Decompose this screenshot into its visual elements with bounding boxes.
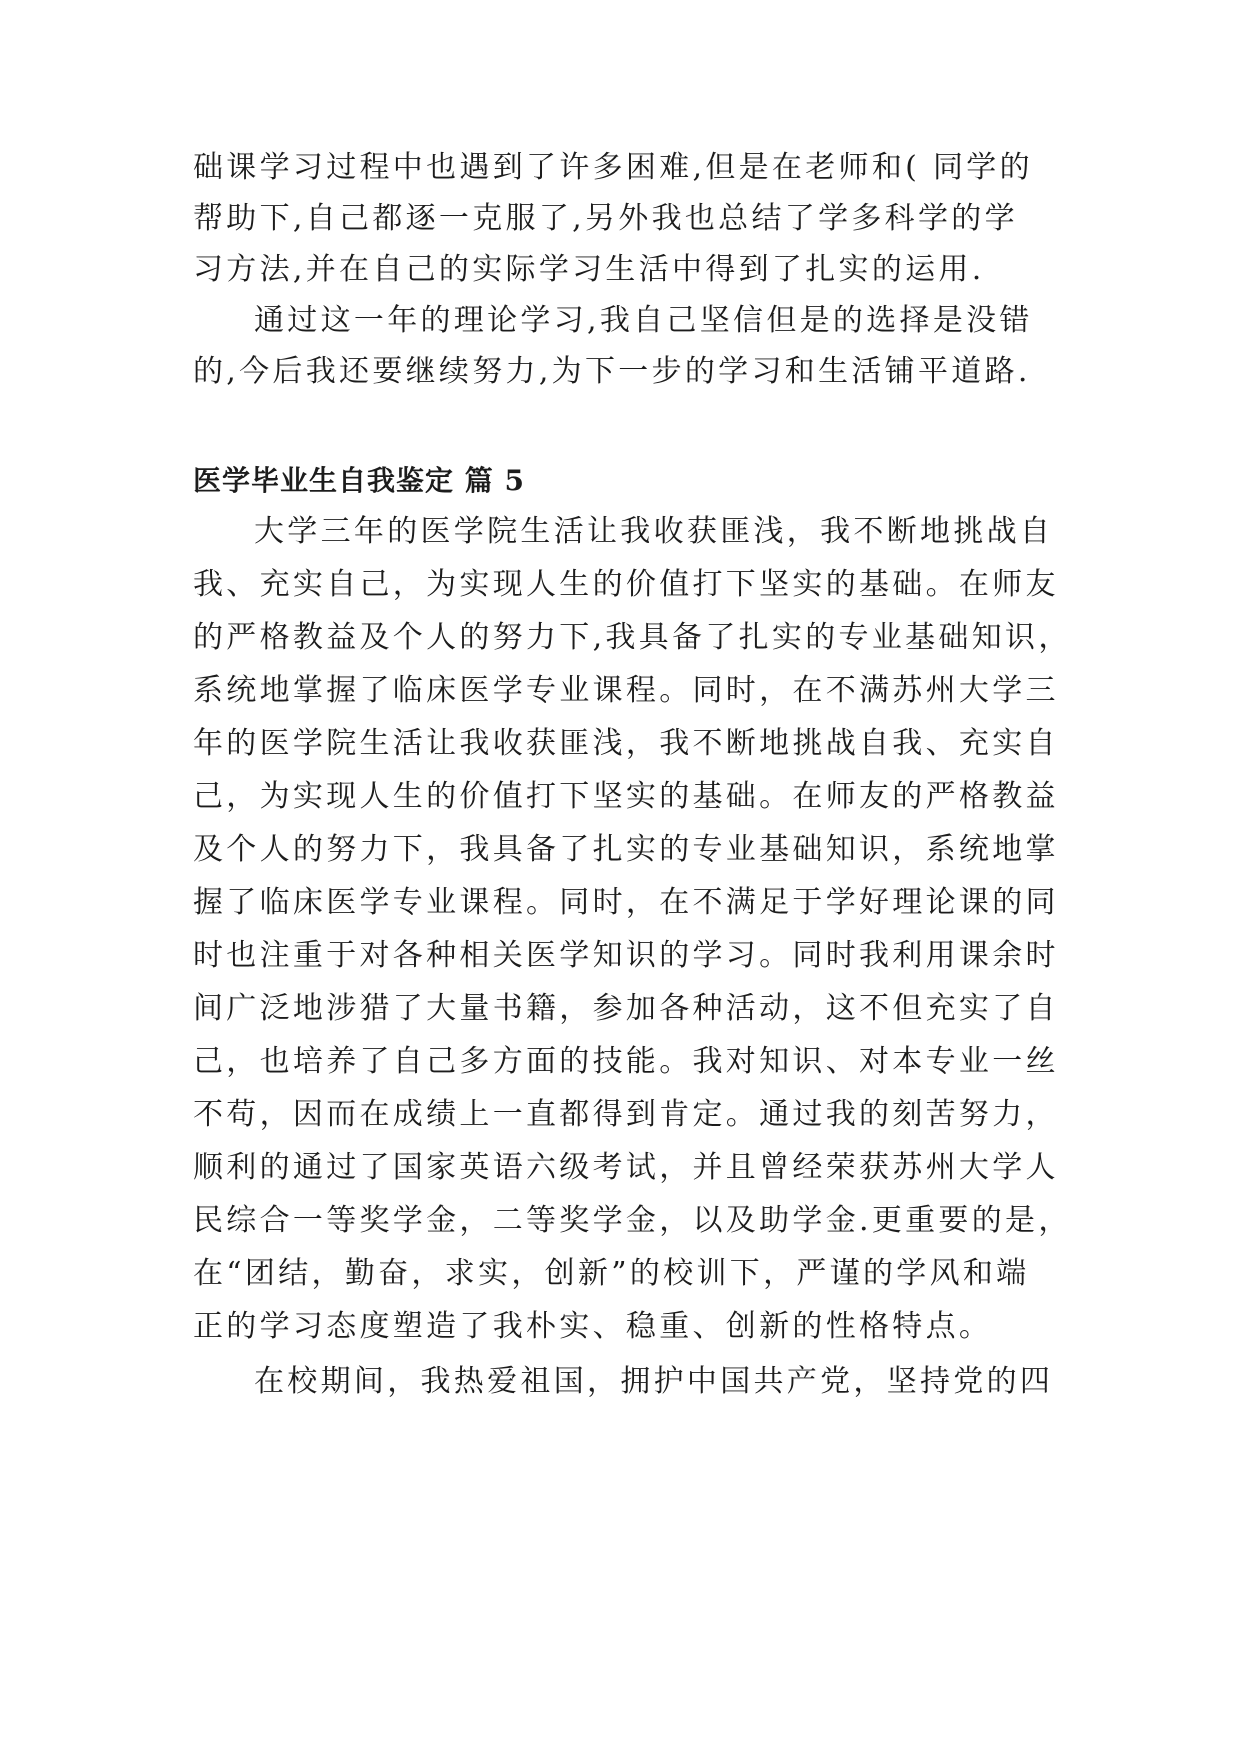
paragraph-line: 大学三年的医学院生活让我收获匪浅，我不断地挑战自 <box>254 514 1054 549</box>
paragraph-line: 己，为实现人生的价值打下坚实的基础。在师友的严格教益 <box>193 779 1059 814</box>
paragraph-line: 民综合一等奖学金，二等奖学金，以及助学金.更重要的是， <box>193 1203 1072 1238</box>
paragraph-line: 间广泛地涉猎了大量书籍，参加各种活动，这不但充实了自 <box>193 991 1059 1026</box>
paragraph-line: 的,今后我还要继续努力,为下一步的学习和生活铺平道路. <box>193 354 1031 389</box>
paragraph-line: 己，也培养了自己多方面的技能。我对知识、对本专业一丝 <box>193 1044 1059 1079</box>
paragraph-line: 握了临床医学专业课程。同时，在不满足于学好理论课的同 <box>193 885 1059 920</box>
paragraph-line: 我、充实自己，为实现人生的价值打下坚实的基础。在师友 <box>193 567 1059 602</box>
section-heading: 医学毕业生自我鉴定 篇 5 <box>193 464 525 497</box>
paragraph-line: 在“团结，勤奋，求实，创新”的校训下，严谨的学风和端 <box>193 1256 1030 1291</box>
paragraph-line: 及个人的努力下，我具备了扎实的专业基础知识，系统地掌 <box>193 832 1059 867</box>
paragraph-line: 顺利的通过了国家英语六级考试，并且曾经荣获苏州大学人 <box>193 1150 1059 1185</box>
paragraph-line: 习方法,并在自己的实际学习生活中得到了扎实的运用. <box>193 252 985 287</box>
paragraph-line: 年的医学院生活让我收获匪浅，我不断地挑战自我、充实自 <box>193 726 1059 761</box>
paragraph-line: 的严格教益及个人的努力下,我具备了扎实的专业基础知识， <box>193 620 1072 655</box>
paragraph-line: 系统地掌握了临床医学专业课程。同时，在不满苏州大学三 <box>193 673 1059 708</box>
paragraph-line: 时也注重于对各种相关医学知识的学习。同时我利用课余时 <box>193 938 1059 973</box>
paragraph-line: 帮助下,自己都逐一克服了,另外我也总结了学多科学的学 <box>193 201 1018 236</box>
paragraph-line: 不苟，因而在成绩上一直都得到肯定。通过我的刻苦努力， <box>193 1097 1059 1132</box>
paragraph-line: 础课学习过程中也遇到了许多困难,但是在老师和( 同学的 <box>193 150 1033 185</box>
paragraph-line: 通过这一年的理论学习,我自己坚信但是的选择是没错 <box>254 303 1033 338</box>
paragraph-line: 在校期间，我热爱祖国，拥护中国共产党，坚持党的四 <box>254 1364 1054 1399</box>
paragraph-line: 正的学习态度塑造了我朴实、稳重、创新的性格特点。 <box>193 1309 993 1344</box>
